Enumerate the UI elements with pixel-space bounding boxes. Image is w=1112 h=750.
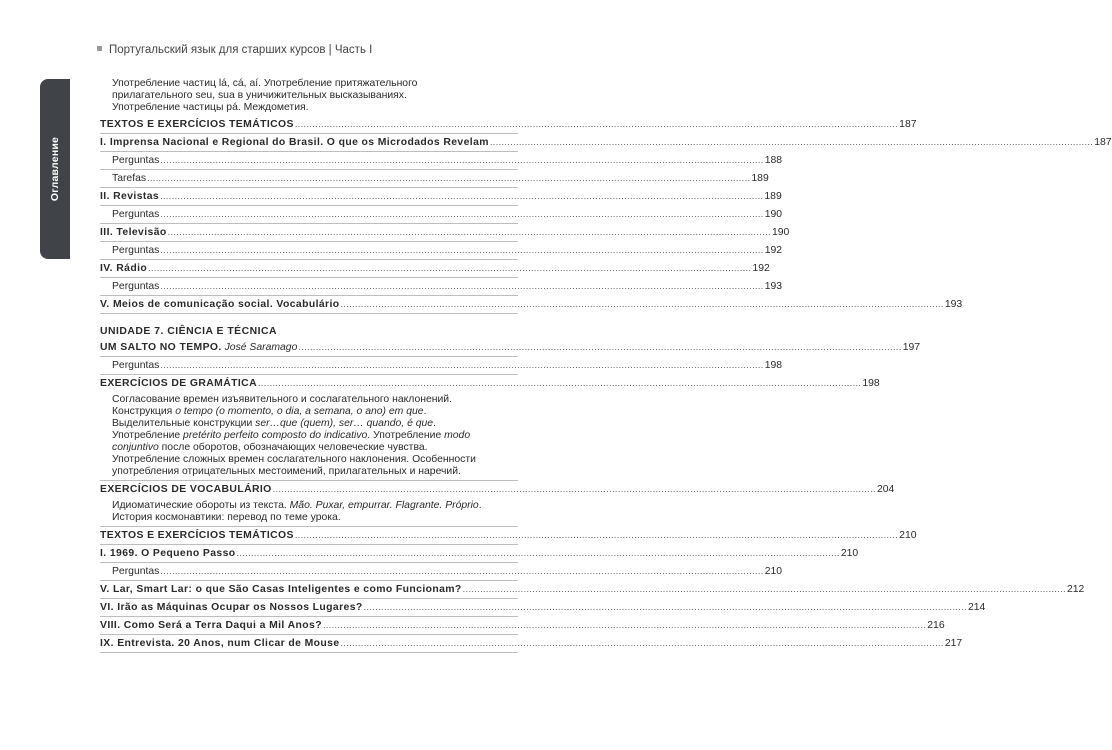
toc-entry-page: 197: [902, 342, 921, 353]
toc-entry-page: 187: [899, 119, 917, 130]
desc-text: после оборотов, обозначающих человеческие чувства.: [158, 442, 428, 453]
toc-entry-text: Perguntas: [112, 281, 160, 292]
toc-entry-text: III. Televisão: [100, 227, 167, 238]
leader-dots: [295, 119, 898, 130]
desc-line: [112, 500, 518, 512]
toc-entry[interactable]: [100, 188, 782, 206]
toc-entry-page: 210: [840, 548, 859, 559]
toc-entry-text: Perguntas: [112, 245, 160, 256]
toc-entry-page: 214: [967, 602, 986, 613]
toc-entry-text: VIII. Como Será a Terra Daqui a Mil Anos?: [100, 620, 322, 631]
side-section-tab: [40, 79, 70, 259]
toc-entry[interactable]: [100, 339, 921, 357]
intro-line: Употребление частиц lá, cá, aí. Употребление притяжательного: [112, 78, 418, 89]
toc-entry[interactable]: [100, 278, 783, 296]
toc-entry-page: 192: [752, 263, 770, 274]
desc-italic: pretérito perfeito composto do indicativo: [183, 430, 368, 441]
toc-entry-text: Perguntas: [112, 566, 160, 577]
desc-text: Идиоматические обороты из текста.: [112, 500, 290, 511]
toc-entry[interactable]: [100, 260, 770, 278]
leader-dots: [160, 360, 763, 371]
leader-dots: [160, 209, 763, 220]
intro-line: прилагательного seu, sua в уничижительных высказываниях.: [112, 90, 407, 101]
desc-text: Употребление: [112, 430, 184, 441]
toc-entry-text: TEXTOS E EXERCÍCIOS TEMÁTICOS: [100, 530, 294, 541]
leader-dots: [295, 530, 898, 541]
desc-line: [112, 418, 518, 430]
toc-entry[interactable]: [100, 357, 783, 375]
toc-entry-page: 193: [944, 299, 963, 310]
toc-entry-text: IV. Rádio: [100, 263, 148, 274]
toc-entry[interactable]: [100, 242, 783, 260]
toc-entry-page: 190: [771, 227, 790, 238]
leader-dots: [237, 548, 840, 559]
toc-entry[interactable]: [100, 224, 790, 242]
leader-dots: [341, 638, 944, 649]
toc-entry-text: V. Lar, Smart Lar: o que São Casas Inteligentes e como Funcionam?: [100, 584, 462, 595]
toc-entry-page: 204: [876, 484, 895, 495]
toc-entry-text: VI. Irão as Máquinas Ocupar os Nossos Lugares?: [100, 602, 363, 613]
toc-entry-text: IX. Entrevista. 20 Anos, num Clicar de Mouse: [100, 638, 340, 649]
text-title: UM SALTO NO TEMPO.: [100, 342, 222, 353]
leader-dots: [463, 584, 1066, 595]
leader-dots: [160, 155, 763, 166]
desc-line: употребления отрицательных местоимений, прилагательных и наречий.: [112, 466, 461, 477]
toc-entry[interactable]: [100, 545, 859, 563]
toc-entry-page: 216: [927, 620, 945, 631]
leader-dots: [490, 137, 1093, 148]
desc-line: [112, 406, 518, 418]
toc-entry-page: 198: [862, 378, 880, 389]
header-square-bullet: [97, 46, 102, 51]
desc-line: История космонавтики: перевод по теме урока.: [112, 512, 341, 523]
leader-dots: [258, 378, 861, 389]
running-header: [97, 44, 537, 56]
desc-italic: o tempo (o momento, o dia, a semana, o ano) em que: [175, 406, 424, 417]
toc-entry-text: EXERCÍCIOS DE GRAMÁTICA: [100, 378, 257, 389]
leader-dots: [160, 566, 763, 577]
unit-heading: UNIDADE 7. CIÊNCIA E TÉCNICA: [100, 326, 277, 337]
toc-entry[interactable]: [100, 152, 783, 170]
leader-dots: [160, 245, 763, 256]
leader-dots: [341, 299, 944, 310]
leader-dots: [148, 263, 751, 274]
desc-line: Согласование времен изъявительного и сослагательного наклонений.: [112, 394, 452, 405]
toc-entry-text: Perguntas: [112, 360, 160, 371]
toc-entry[interactable]: [100, 481, 895, 498]
toc-entry-page: 190: [764, 209, 783, 220]
leader-dots: [273, 484, 876, 495]
text-author: José Saramago: [224, 342, 298, 353]
grammar-description: [100, 392, 518, 481]
toc-entry-page: 198: [764, 360, 783, 371]
toc-entry-text: Perguntas: [112, 209, 160, 220]
desc-italic: conjuntivo: [112, 442, 159, 453]
toc-entry-page: 212: [1066, 584, 1085, 595]
toc-entry-text: I. 1969. O Pequeno Passo: [100, 548, 236, 559]
desc-line: [112, 430, 518, 442]
toc-entry-text: I. Imprensa Nacional e Regional do Brasil. O que os Microdados Revelam: [100, 137, 489, 148]
toc-entry-page: 192: [764, 245, 783, 256]
toc-entry-text: EXERCÍCIOS DE VOCABULÁRIO: [100, 484, 272, 495]
toc-entry[interactable]: [100, 617, 945, 635]
toc-entry[interactable]: [100, 116, 917, 134]
leader-dots: [364, 602, 967, 613]
toc-entry-text: [100, 342, 297, 353]
leader-dots: [160, 191, 763, 202]
toc-entry-page: 189: [764, 191, 782, 202]
toc-entry-page: 210: [764, 566, 783, 577]
desc-text: .: [433, 418, 436, 429]
toc-entry-page: 187: [1094, 137, 1112, 148]
toc-entry-text: Perguntas: [112, 155, 160, 166]
desc-italic: Mão. Puxar, empurrar. Flagrante. Próprio: [289, 500, 479, 511]
toc-entry-page: 217: [944, 638, 963, 649]
table-of-contents: [100, 78, 1112, 653]
desc-italic: ser…que (quem), ser… quando, é que: [255, 418, 434, 429]
vocabulary-description: [100, 498, 518, 527]
toc-entry[interactable]: [100, 527, 917, 545]
toc-entry[interactable]: [100, 206, 783, 224]
toc-entry[interactable]: [100, 134, 1112, 152]
toc-entry[interactable]: [100, 635, 963, 653]
toc-entry-page: 193: [764, 281, 783, 292]
toc-entry-page: 189: [751, 173, 769, 184]
header-title: Португальский язык для старших курсов | Часть I: [109, 44, 373, 56]
desc-text: .: [478, 500, 482, 511]
intro-line: Употребление частицы pá. Междометия.: [112, 102, 309, 113]
desc-line: Употребление сложных времен сослагательного наклонения. Особенности: [112, 454, 476, 465]
leader-dots: [323, 620, 926, 631]
desc-text: Выделительные конструкции: [112, 418, 256, 429]
toc-entry-page: 210: [899, 530, 917, 541]
toc-entry-text: II. Revistas: [100, 191, 160, 202]
toc-entry[interactable]: [100, 375, 880, 392]
toc-entry-text: TEXTOS E EXERCÍCIOS TEMÁTICOS: [100, 119, 294, 130]
leader-dots: [147, 173, 750, 184]
leader-dots: [298, 342, 901, 353]
toc-entry[interactable]: [100, 296, 963, 314]
desc-text: Конструкция: [112, 406, 176, 417]
desc-text: . Употребление: [367, 430, 445, 441]
side-tab-label: Оглавление: [49, 136, 61, 202]
toc-entry[interactable]: [100, 581, 1085, 599]
toc-entry[interactable]: [100, 563, 783, 581]
intro-description: [100, 78, 518, 116]
toc-entry-text: Tarefas: [112, 173, 147, 184]
leader-dots: [168, 227, 771, 238]
toc-entry-text: V. Meios de comunicação social. Vocabulário: [100, 299, 340, 310]
toc-entry[interactable]: [100, 599, 986, 617]
desc-text: .: [423, 406, 427, 417]
desc-line: [112, 442, 518, 454]
desc-italic: modo: [444, 430, 471, 441]
toc-entry-page: 188: [764, 155, 783, 166]
toc-entry[interactable]: [100, 170, 769, 188]
leader-dots: [160, 281, 763, 292]
